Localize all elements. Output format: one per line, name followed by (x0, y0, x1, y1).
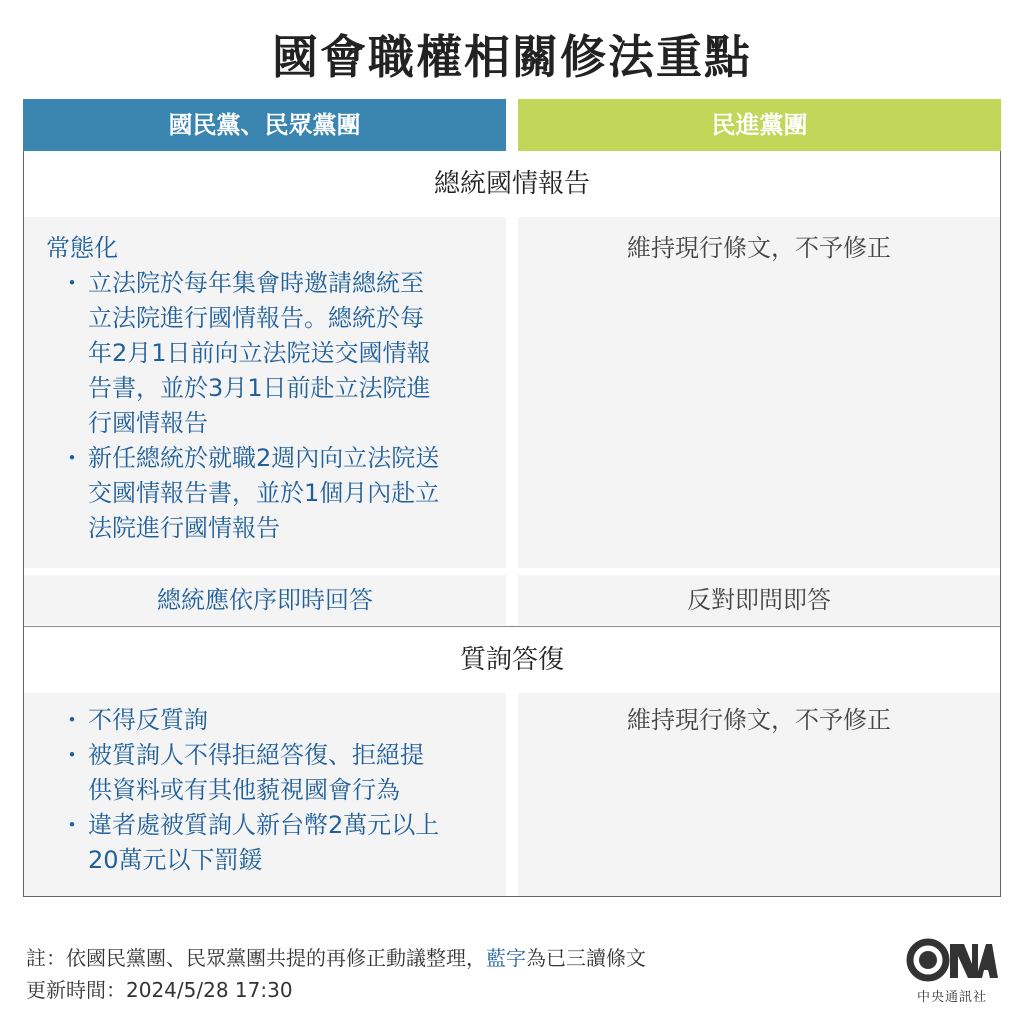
footnote (26, 944, 646, 972)
footnote-blue-word: 藍字 (486, 946, 526, 970)
header-dpp: 民進黨團 (518, 99, 1001, 151)
dpp-position-text: 維持現行條文，不予修正 (627, 706, 891, 734)
bullet-line: 立法院於每年集會時邀請總統至 (88, 269, 424, 297)
bullet-line: 告書，並於3月1日前赴立法院進 (88, 374, 431, 402)
cell-dpp-answer (518, 575, 1000, 625)
section-divider (24, 626, 1000, 627)
bullet-item (46, 703, 496, 738)
cell-kmt-interpellation (24, 693, 506, 896)
bullet-line: 立法院進行國情報告。總統於每 (88, 304, 424, 332)
dpp-position-text: 維持現行條文，不予修正 (627, 234, 891, 262)
bullet-line: 違者處被質詢人新台幣2萬元以上 (88, 811, 440, 839)
cell-dpp-interpellation (518, 693, 1000, 896)
bullet-icon: ・ (60, 811, 84, 839)
bullet-line: 供資料或有其他藐視國會行為 (88, 776, 400, 804)
footnote-prefix: 註：依國民黨團、民眾黨團共提的再修正動議整理， (26, 946, 486, 970)
cell-kmt-answer (24, 575, 506, 625)
bullet-item (46, 266, 496, 441)
update-time: 更新時間：2024/5/28 17:30 (26, 978, 293, 1002)
cna-caption: 中央通訊社 (916, 990, 987, 1005)
bullet-item (46, 738, 496, 808)
bullet-list (46, 703, 496, 878)
kmt-answer-text: 總統應依序即時回答 (157, 586, 373, 614)
bullet-icon: ・ (60, 444, 84, 472)
bullet-line: 不得反質詢 (88, 706, 208, 734)
bullet-line: 新任總統於就職2週內向立法院送 (88, 444, 440, 472)
header-kmt-tpp: 國民黨、民眾黨團 (23, 99, 506, 151)
section-title-interpellation: 質詢答復 (459, 645, 564, 675)
page-title: 國會職權相關修法重點 (272, 30, 752, 84)
bullet-line: 交國情報告書，並於1個月內赴立 (88, 479, 440, 507)
cell-kmt-state-of-nation (24, 217, 506, 568)
bullet-icon: ・ (60, 741, 84, 769)
bullet-icon: ・ (60, 269, 84, 297)
dpp-answer-text: 反對即問即答 (687, 586, 831, 614)
bullet-line: 20萬元以下罰鍰 (88, 846, 263, 874)
bullet-item (46, 441, 496, 546)
bullet-list (46, 266, 496, 546)
bullet-line: 法院進行國情報告 (88, 514, 280, 542)
section-title-state-of-nation: 總統國情報告 (433, 169, 590, 199)
bullet-icon: ・ (60, 706, 84, 734)
bullet-line: 被質詢人不得拒絕答復、拒絕提 (88, 741, 424, 769)
bullet-item (46, 808, 496, 878)
lead-text: 常態化 (46, 234, 118, 262)
footnote-suffix: 為已三讀條文 (526, 946, 646, 970)
cell-dpp-state-of-nation (518, 217, 1000, 568)
bullet-line: 行國情報告 (88, 409, 208, 437)
bullet-line: 年2月1日前向立法院送交國情報 (88, 339, 431, 367)
